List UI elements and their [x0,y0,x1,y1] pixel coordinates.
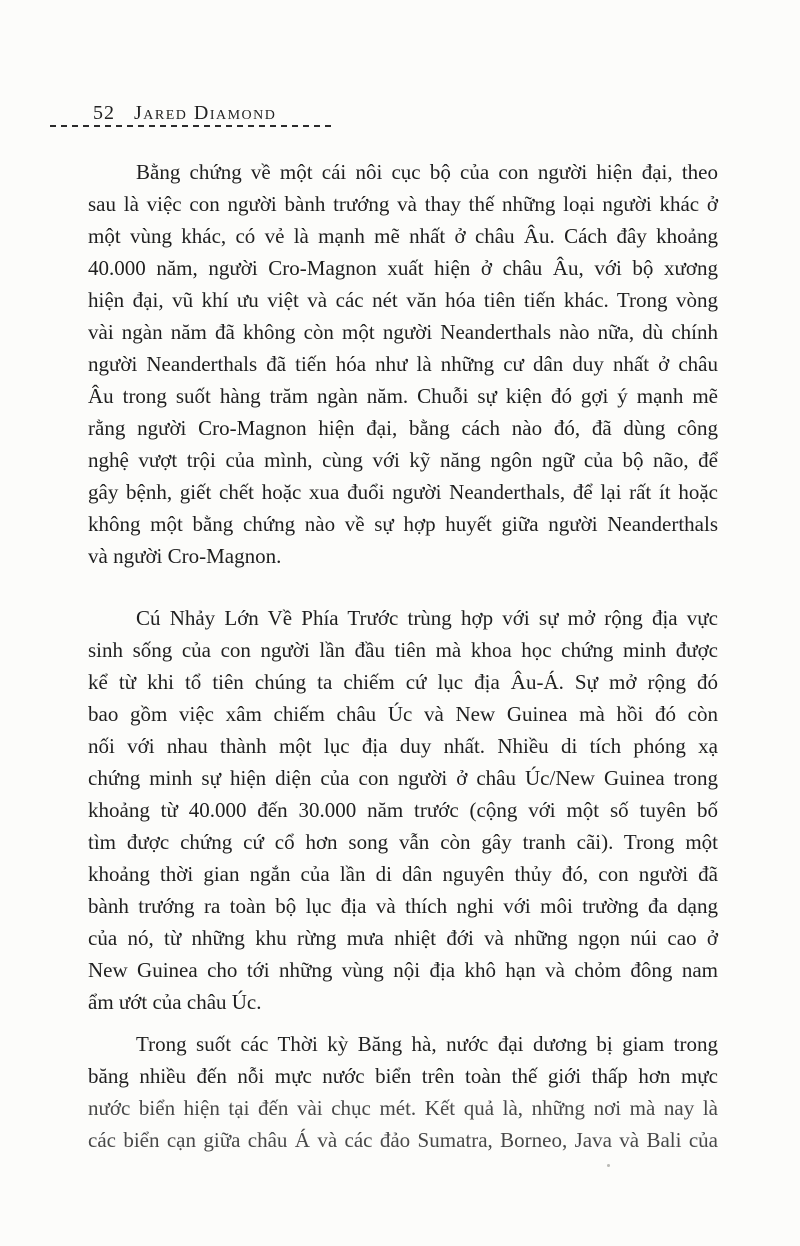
text-line: người Neanderthals đã tiến hóa như là những cư dân duy nhất ở châu [88,352,718,376]
paragraph [88,602,718,1018]
text-line: nghệ vượt trội của mình, cùng với kỹ năng ngôn ngữ của bộ não, để [88,448,718,472]
text-line: Bằng chứng về một cái nôi cục bộ của con người hiện đại, theo [136,160,718,184]
text-line: hiện đại, vũ khí ưu việt và các nét văn hóa tiên tiến khác. Trong vòng [88,288,718,312]
text-line: một vùng khác, có vẻ là mạnh mẽ nhất ở châu Âu. Cách đây khoảng [88,224,718,248]
paragraph [88,1028,718,1156]
text-line: các biển cạn giữa châu Á và các đảo Sumatra, Borneo, Java và Bali của [88,1128,718,1152]
text-line: bành trướng ra toàn bộ lục địa và thích nghi với môi trường đa dạng [88,894,718,918]
text-line: nước biển hiện tại đến vài chục mét. Kết quả là, những nơi mà nay là [88,1096,718,1120]
page-header [93,102,276,125]
text-line: nối với nhau thành một lục địa duy nhất. Nhiều di tích phóng xạ [88,734,718,758]
author-name: Jared Diamond [134,102,277,124]
text-line: gây bệnh, giết chết hoặc xua đuổi người Neanderthals, để lại rất ít hoặc [88,480,718,504]
text-line: băng nhiều đến nỗi mực nước biển trên toàn thế giới thấp hơn mực [88,1064,718,1088]
text-line: của nó, từ những khu rừng mưa nhiệt đới và những ngọn núi cao ở [88,926,718,950]
paragraph [88,156,718,572]
text-line: sinh sống của con người lần đầu tiên mà khoa học chứng minh được [88,638,718,662]
scan-speck [607,1164,610,1167]
text-line: vài ngàn năm đã không còn một người Neanderthals nào nữa, dù chính [88,320,718,344]
page-number: 52 [93,102,115,124]
text-line: ẩm ướt của châu Úc. [88,990,262,1014]
header-divider [50,125,336,127]
text-line: tìm được chứng cứ cổ hơn song vẫn còn gây tranh cãi). Trong một [88,830,718,854]
text-line: chứng minh sự hiện diện của con người ở châu Úc/New Guinea trong [88,766,718,790]
text-line: rằng người Cro-Magnon hiện đại, bằng cách nào đó, đã dùng công [88,416,718,440]
text-line: sau là việc con người bành trướng và thay thế những loại người khác ở [88,192,718,216]
text-line: kể từ khi tổ tiên chúng ta chiếm cứ lục địa Âu-Á. Sự mở rộng đó [88,670,718,694]
text-line: 40.000 năm, người Cro-Magnon xuất hiện ở châu Âu, với bộ xương [88,256,718,280]
body-text [88,156,718,1156]
text-line: New Guinea cho tới những vùng nội địa khô hạn và chỏm đông nam [88,958,718,982]
text-line: Âu trong suốt hàng trăm ngàn năm. Chuỗi sự kiện đó gợi ý mạnh mẽ [88,384,718,408]
text-line: Cú Nhảy Lớn Về Phía Trước trùng hợp với sự mở rộng địa vực [136,606,718,630]
text-line: Trong suốt các Thời kỳ Băng hà, nước đại dương bị giam trong [136,1032,718,1056]
text-line: khoảng thời gian ngắn của lần di dân nguyên thủy đó, con người đã [88,862,718,886]
text-line: và người Cro-Magnon. [88,544,282,568]
text-line: khoảng từ 40.000 đến 30.000 năm trước (cộng với một số tuyên bố [88,798,718,822]
text-line: bao gồm việc xâm chiếm châu Úc và New Guinea mà hồi đó còn [88,702,718,726]
text-line: không một bằng chứng nào về sự hợp huyết giữa người Neanderthals [88,512,718,536]
